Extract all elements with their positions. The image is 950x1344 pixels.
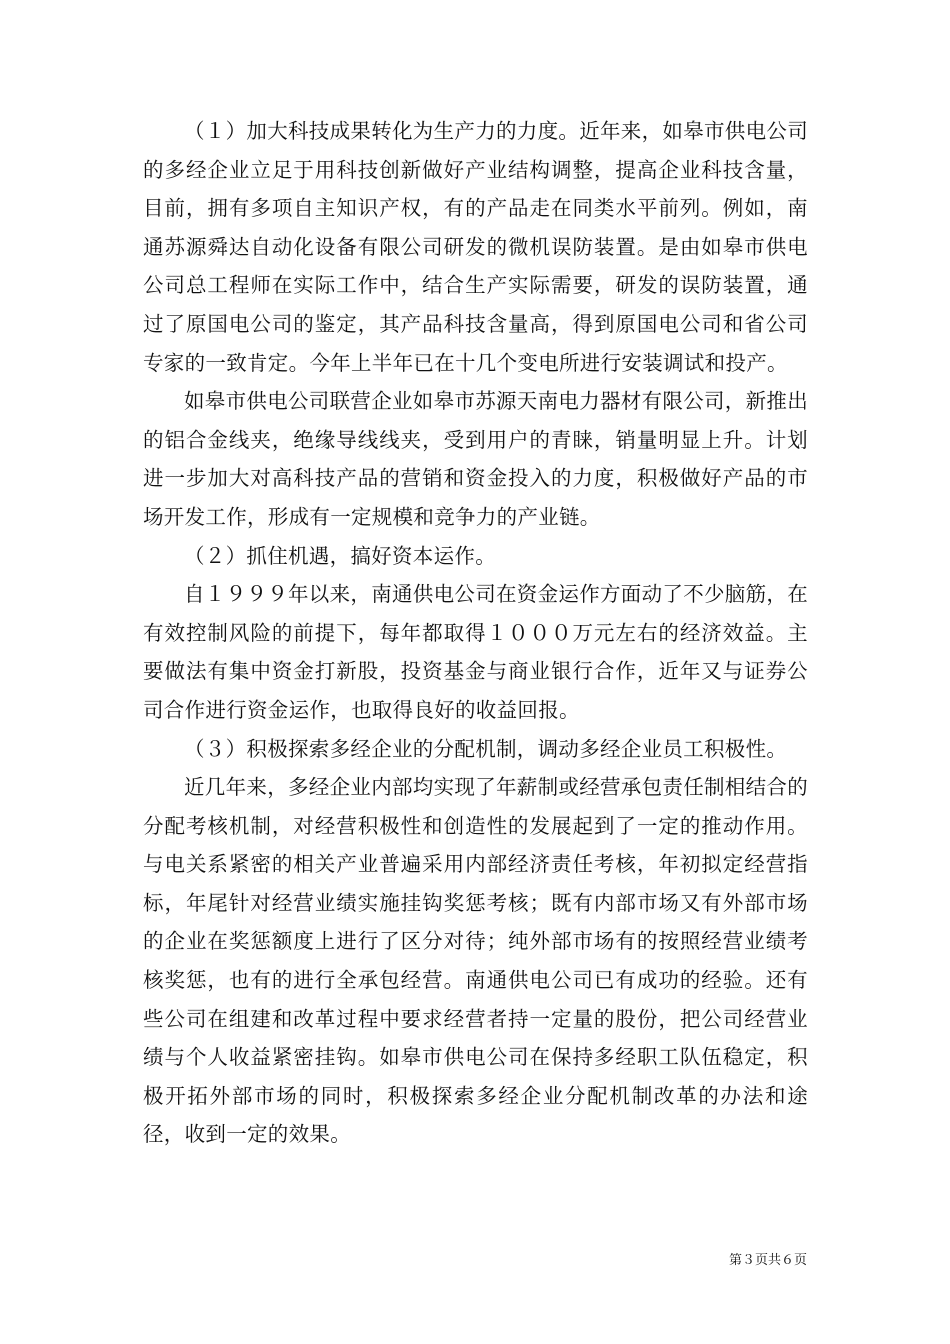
page-number-footer: 第３页共６页 [728, 1253, 807, 1268]
paragraph-tech-transfer: （１）加大科技成果转化为生产力的力度。近年来，如皋市供电公司的多经企业立足于用科技创新做好产业结构调整，提高企业科技含量，目前，拥有多项自主知识产权，有的产品走在同类水平前列。例如，南通苏源舜达自动化设备有限公司研发的微机误防装置。是由如皋市供电公司总工程师在实际工作中，结合生产实际需要，研发的误防装置，通过了原国电公司的鉴定，其产品科技含量高，得到原国电公司和省公司专家的一致肯定。今年上半年已在十几个变电所进行安装调试和投产。 [143, 119, 808, 375]
paragraph-distribution-heading: （３）积极探索多经企业的分配机制，调动多经企业员工积极性。 [184, 736, 788, 761]
paragraph-capital-operation: 自１９９９年以来，南通供电公司在资金运作方面动了不少脑筋，在有效控制风险的前提下，每年都取得１０００万元左右的经济效益。主要做法有集中资金打新股，投资基金与商业银行合作，近年又与证券公司合作进行资金运作，也取得良好的收益回报。 [143, 582, 808, 722]
paragraph-joint-venture: 如皋市供电公司联营企业如皋市苏源天南电力器材有限公司，新推出的铝合金线夹，绝缘导线线夹，受到用户的青睐，销量明显上升。计划进一步加大对高科技产品的营销和资金投入的力度，积极做好产品的市场开发工作，形成有一定规模和竞争力的产业链。 [143, 389, 808, 529]
document-body [143, 112, 808, 1154]
paragraph-capital-heading: （２）抓住机遇，搞好资本运作。 [184, 543, 496, 568]
paragraph-distribution-mechanism: 近几年来，多经企业内部均实现了年薪制或经营承包责任制相结合的分配考核机制，对经营积极性和创造性的发展起到了一定的推动作用。与电关系紧密的相关产业普遍采用内部经济责任考核，年初拟定经营指标，年尾针对经营业绩实施挂钩奖惩考核；既有内部市场又有外部市场的企业在奖惩额度上进行了区分对待；纯外部市场有的按照经营业绩考核奖惩，也有的进行全承包经营。南通供电公司已有成功的经验。还有些公司在组建和改革过程中要求经营者持一定量的股份，把公司经营业绩与个人收益紧密挂钩。如皋市供电公司在保持多经职工队伍稳定，积极开拓外部市场的同时，积极探索多经企业分配机制改革的办法和途径，收到一定的效果。 [143, 775, 808, 1147]
